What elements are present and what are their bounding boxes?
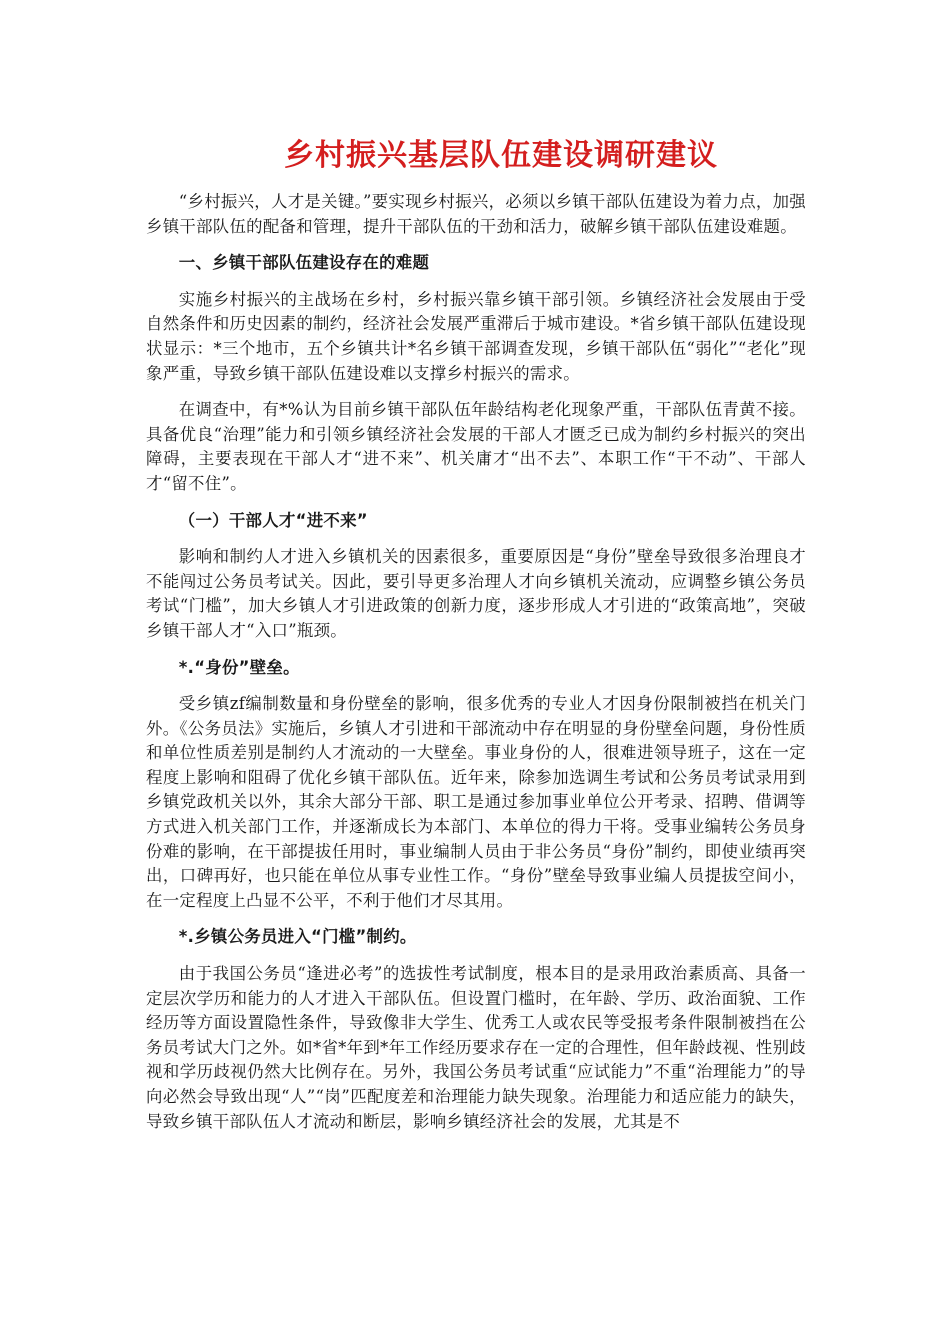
section1-paragraph-2: 在调查中，有*%认为目前乡镇干部队伍年龄结构老化现象严重，干部队伍青黄不接。具备优良“治理”能力和引领乡镇经济社会发展的干部人才匮乏已成为制约乡村振兴的突出障碍，主要表现在干部人才“进不来”、机关庸才“出不去”、本职工作“干不动”、干部人才“留不住”。 (146, 400, 806, 493)
document-page (146, 130, 806, 1146)
document-title: 乡村振兴基层队伍建设调研建议 (284, 138, 718, 173)
point1-paragraph: 受乡镇zf编制数量和身份壁垒的影响，很多优秀的专业人才因身份限制被挡在机关门外。《公务员法》实施后，乡镇人才引进和干部流动中存在明显的身份壁垒问题，身份性质和单位性质差别是制约人才流动的一大壁垒。事业身份的人，很难进领导班子，这在一定程度上影响和阻碍了优化乡镇干部队伍。近年来，除参加选调生考试和公务员考试录用到乡镇党政机关以外，其余大部分干部、职工是通过参加事业单位公开考录、招聘、借调等方式进入机关部门工作，并逐渐成长为本部门、本单位的得力干将。受事业编转公务员身份难的影响，在干部提拔任用时，事业编制人员由于非公务员“身份”制约，即使业绩再突出，口碑再好，也只能在单位从事专业性工作。“身份”壁垒导致事业编人员提拔空间小，在一定程度上凸显不公平，不利于他们才尽其用。 (146, 694, 806, 910)
intro-paragraph: “乡村振兴，人才是关键。”要实现乡村振兴，必须以乡镇干部队伍建设为着力点，加强乡镇干部队伍的配备和管理，提升干部队伍的干劲和活力，破解乡镇干部队伍建设难题。 (146, 192, 806, 236)
point-heading-2: *.乡镇公务员进入“门槛”制约。 (178, 927, 417, 947)
subsection1-paragraph-1: 影响和制约人才进入乡镇机关的因素很多，重要原因是“身份”壁垒导致很多治理良才不能闯过公务员考试关。因此，要引导更多治理人才向乡镇机关流动，应调整乡镇公务员考试“门槛”，加大乡镇人才引进政策的创新力度，逐步形成人才引进的“政策高地”，突破乡镇干部人才“入口”瓶颈。 (146, 547, 806, 640)
section1-paragraph-1: 实施乡村振兴的主战场在乡村，乡村振兴靠乡镇干部引领。乡镇经济社会发展由于受自然条件和历史因素的制约，经济社会发展严重滞后于城市建设。*省乡镇干部队伍建设现状显示：*三个地市，五个乡镇共计*名乡镇干部调查发现，乡镇干部队伍“弱化”“老化”现象严重，导致乡镇干部队伍建设难以支撑乡村振兴的需求。 (146, 289, 806, 383)
point2-paragraph: 由于我国公务员“逢进必考”的选拔性考试制度，根本目的是录用政治素质高、具备一定层次学历和能力的人才进入干部队伍。但设置门槛时，在年龄、学历、政治面貌、工作经历等方面设置隐性条件，导致像非大学生、优秀工人或农民等受报考条件限制被挡在公务员考试大门之外。如*省*年到*年工作经历要求存在一定的合理性，但年龄歧视、性别歧视和学历歧视仍然大比例存在。另外，我国公务员考试重“应试能力”不重“治理能力”的导向必然会导致出现“人”“岗”匹配度差和治理能力缺失现象。治理能力和适应能力的缺失，导致乡镇干部队伍人才流动和断层，影响乡镇经济社会的发展，尤其是不 (146, 964, 806, 1131)
section-heading-1: 一、乡镇干部队伍建设存在的难题 (178, 253, 430, 273)
point-heading-1: *.“身份”壁垒。 (178, 657, 300, 677)
subsection-heading-1: （一）干部人才“进不来” (178, 510, 368, 530)
